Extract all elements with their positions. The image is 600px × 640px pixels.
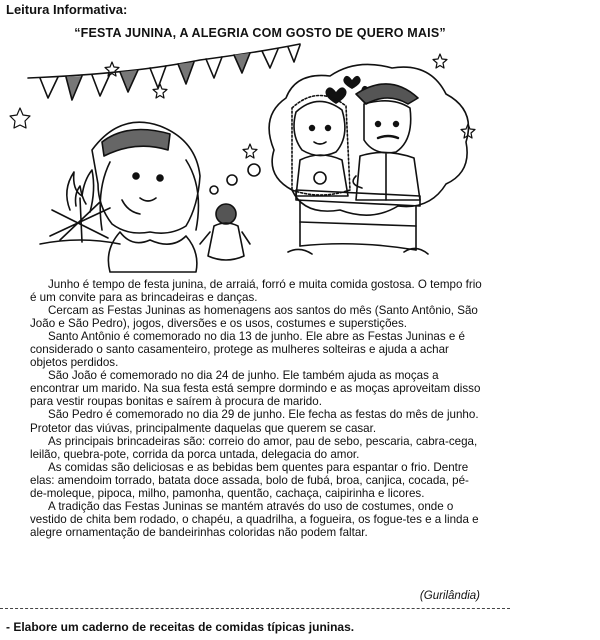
page-title: “FESTA JUNINA, A ALEGRIA COM GOSTO DE QUERO MAIS” (74, 26, 446, 40)
paragraph-brincadeiras: As principais brincadeiras são: correio do amor, pau de sebo, pescaria, cabra-cega, leilão, quebra-pote, corrida da porca untada, delegacia do amor. (30, 434, 478, 461)
paragraph-intro: Junho é tempo de festa junina, de arraiá, forró e muita comida gostosa. O tempo frio é um convite para as brincadeiras e danças. (30, 278, 482, 305)
article-body (30, 278, 482, 539)
source-credit: (Gurilândia) (419, 590, 480, 602)
paragraph-tradicao: A tradição das Festas Juninas se mantém através do uso de costumes, onde o vestido de chita bem rodado, o chapéu, a quadrilha, a fogueira, os fogue-tes e a linda e alegre ornamentação de bandeirinhas coloridas não podem faltar. (30, 499, 479, 539)
festa-junina-illustration (0, 40, 500, 278)
divider (0, 608, 510, 609)
girl-caipira-icon (92, 122, 200, 272)
paragraph-sao-pedro: São Pedro é comemorado no dia 29 de junho. Ele fecha as festas do mês de junho. Protetor das viúvas, principalmente daquelas que querem se casar. (30, 408, 479, 435)
doll-icon (200, 204, 250, 260)
section-label: Leitura Informativa: (6, 2, 128, 17)
paragraph-comidas: As comidas são deliciosas e as bebidas bem quentes para espantar o frio. Dentre elas: amendoim torrado, batata doce assada, bolo de fubá, broa, canjica, cocada, pé-de-moleque, pipoca, milho, pamonha, quentão, cachaça, caipirinha e licores. (30, 460, 469, 500)
assignment-instruction: - Elabore um caderno de receitas de comidas típicas juninas. (6, 620, 355, 634)
bride-icon (292, 95, 350, 196)
bonfire-icon (40, 170, 120, 244)
groom-icon (353, 84, 420, 200)
paragraph-santos: Cercam as Festas Juninas as homenagens aos santos do mês (Santo Antônio, São João e São Pedro), jogos, diversões e os usos, costumes e superstições. (30, 304, 478, 331)
paragraph-sao-joao: São João é comemorado no dia 24 de junho. Ele também ajuda as moças a encontrar um marido. Na sua festa está sempre dormindo e as moças aproveitam disso para vestir roupas bonitas e saírem à procura de marido. (30, 369, 481, 409)
paragraph-santo-antonio: Santo Antônio é comemorado no dia 13 de junho. Ele abre as Festas Juninas e é considerado o santo casamenteiro, protege as mulheres solteiras e ajuda a achar objetos perdidos. (30, 330, 466, 370)
